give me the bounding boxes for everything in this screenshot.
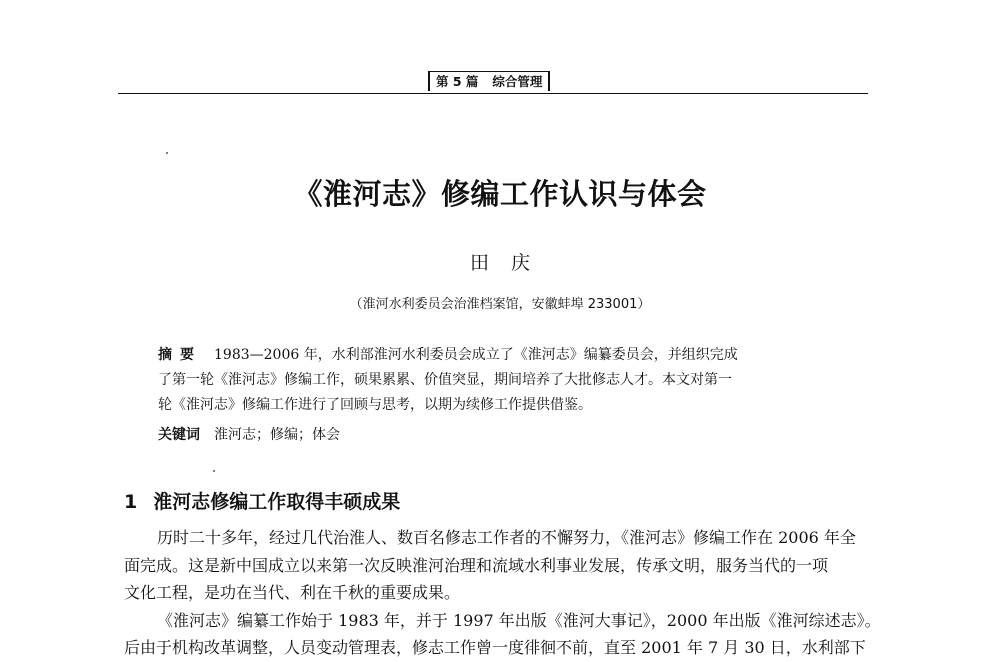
header-section-box <box>428 71 550 91</box>
author-char-2: 庆 <box>511 252 531 274</box>
abstract-text-1: 1983—2006 年，水利部淮河水利委员会成立了《淮河志》编纂委员会，并组织完成 <box>214 347 738 363</box>
body-line: 《淮河志》编纂工作始于 1983 年，并于 1997 年出版《淮河大事记》，2000 年出版《淮河综述志》。 <box>157 610 881 630</box>
body-line: 面完成。这是新中国成立以来第一次反映淮河治理和流域水利事业发展，传承文明，服务当代的一项 <box>124 555 829 575</box>
body-line: 后由于机构改革调整，人员变动管理表，修志工作曾一度徘徊不前，直至 2001 年 7 月 30 日，水利部下 <box>124 638 866 657</box>
section-heading <box>124 487 400 514</box>
abstract <box>158 343 848 418</box>
body-line: 文化工程，是功在当代、利在千秋的重要成果。 <box>124 583 461 602</box>
abstract-label: 摘要 <box>158 347 202 363</box>
header-rule <box>118 93 868 94</box>
paper-title: 《淮河志》修编工作认识与体会 <box>293 177 707 211</box>
author-char-1: 田 <box>469 252 489 274</box>
abstract-line-2: 了第一轮《淮河志》修编工作，硕果累累、价值突显，期间培养了大批修志人才。本文对第一 <box>158 372 732 388</box>
running-header <box>118 68 868 94</box>
header-section: 综合管理 <box>492 74 543 89</box>
body-text <box>124 524 881 662</box>
keywords <box>158 423 340 448</box>
scan-speck <box>213 470 215 472</box>
abstract-line-3: 轮《淮河志》修编工作进行了回顾与思考，以期为续修工作提供借鉴。 <box>158 397 592 413</box>
abstract-line-1 <box>158 343 848 368</box>
section-title: 淮河志修编工作取得丰硕成果 <box>153 491 401 513</box>
keywords-label: 关键词 <box>158 427 200 443</box>
keywords-text: 淮河志；修编；体会 <box>214 427 340 443</box>
section-number: 1 <box>124 491 138 513</box>
header-part: 第 5 篇 <box>436 74 479 89</box>
scan-speck <box>166 152 168 154</box>
affiliation: （淮河水利委员会治淮档案馆，安徽蚌埠 233001） <box>349 297 651 312</box>
author <box>0 248 1000 275</box>
body-line: 历时二十多年，经过几代治淮人、数百名修志工作者的不懈努力，《淮河志》修编工作在 2006 年全 <box>157 528 856 547</box>
